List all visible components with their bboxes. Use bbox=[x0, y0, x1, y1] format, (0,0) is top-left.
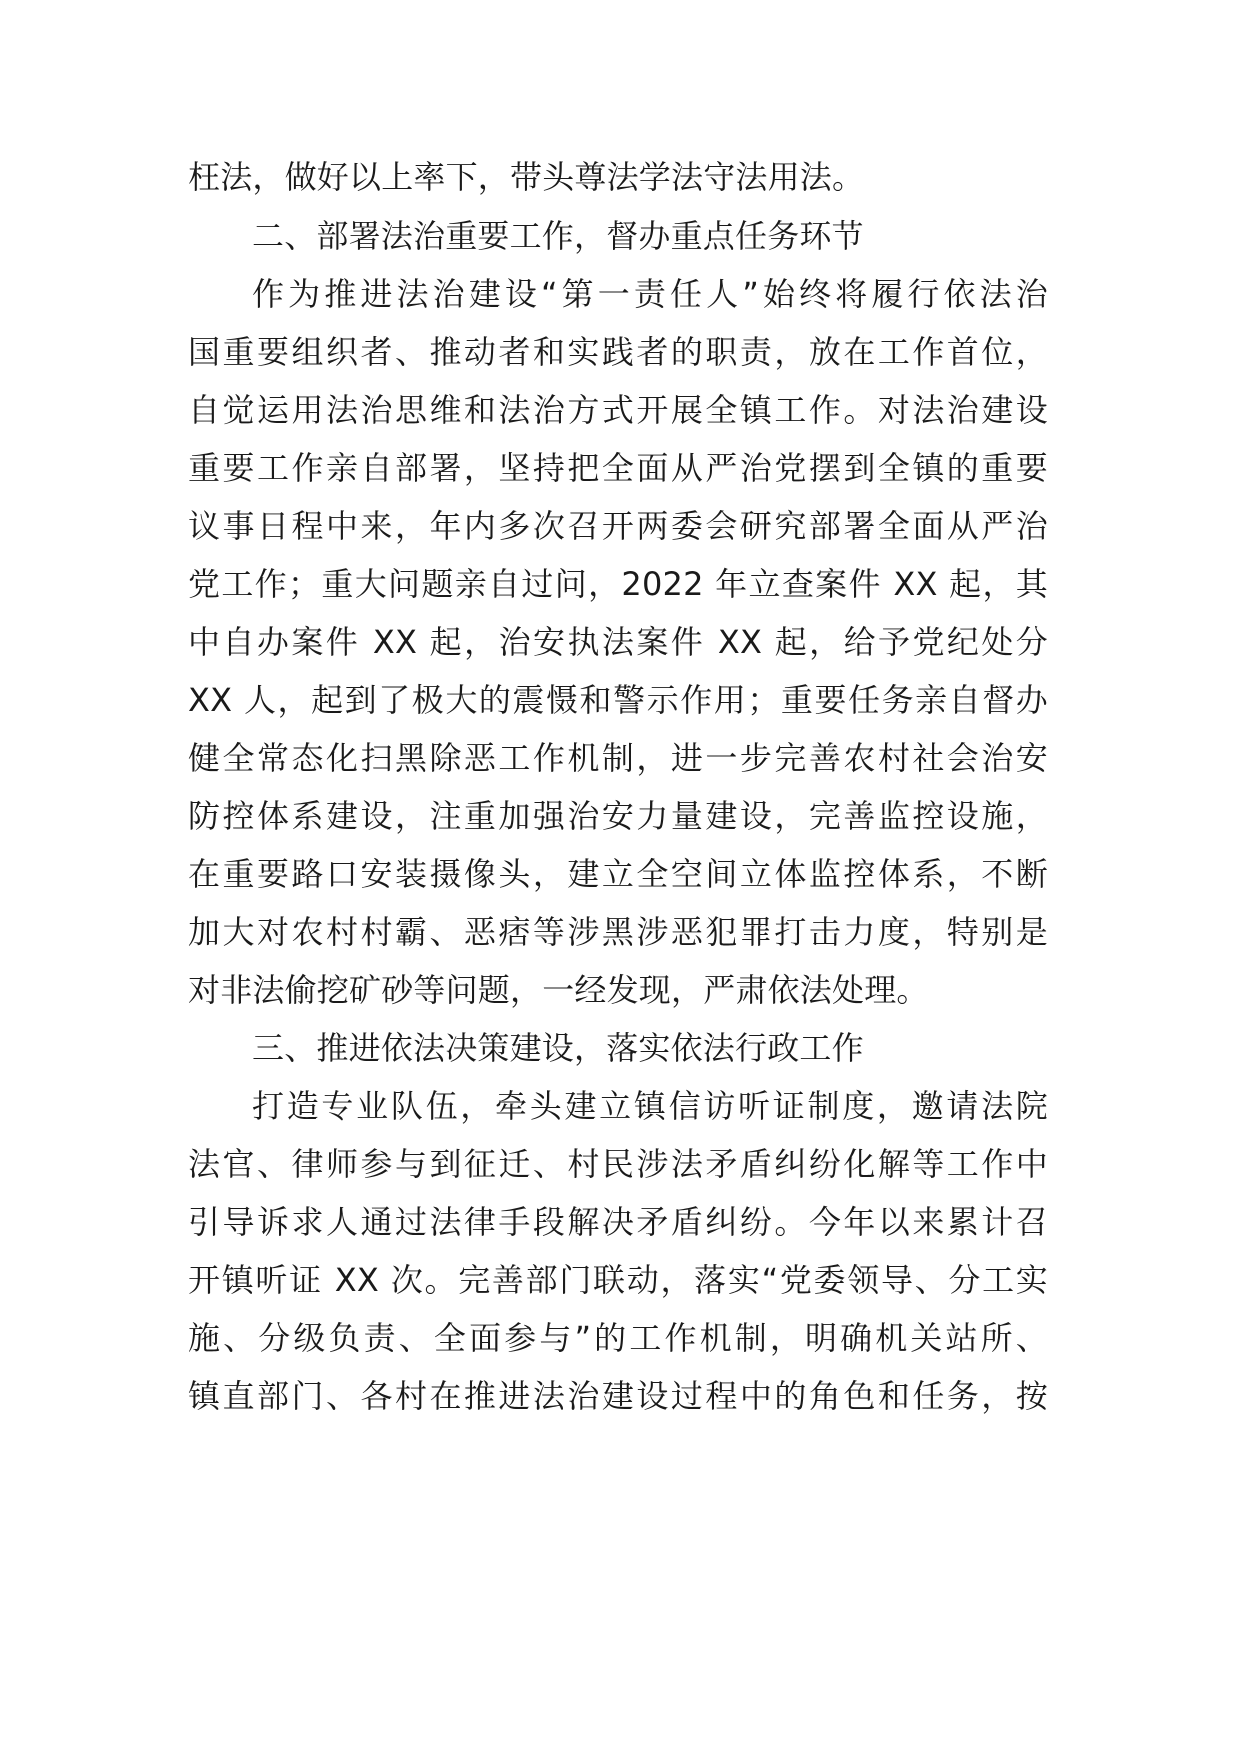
paragraph-first-line: 打造专业队伍，牵头建立镇信访听证制度，邀请法院 bbox=[252, 1087, 1048, 1125]
body-text-line: 施、分级负责、全面参与”的工作机制，明确机关站所、 bbox=[188, 1319, 1048, 1357]
body-text-line: 重要工作亲自部署，坚持把全面从严治党摆到全镇的重要 bbox=[188, 449, 1048, 487]
body-text-line: 对非法偷挖矿砂等问题，一经发现，严肃依法处理。 bbox=[188, 971, 929, 1009]
body-text-line: 镇直部门、各村在推进法治建设过程中的角色和任务，按 bbox=[188, 1377, 1048, 1415]
body-text-line: 国重要组织者、推动者和实践者的职责，放在工作首位， bbox=[188, 333, 1048, 371]
body-text-line: 健全常态化扫黑除恶工作机制，进一步完善农村社会治安 bbox=[188, 739, 1048, 777]
body-text-line: 中自办案件 XX 起，治安执法案件 XX 起，给予党纪处分 bbox=[188, 623, 1048, 661]
body-text-line: 在重要路口安装摄像头，建立全空间立体监控体系，不断 bbox=[188, 855, 1048, 893]
body-text-line: 防控体系建设，注重加强治安力量建设，完善监控设施， bbox=[188, 797, 1048, 835]
section-heading-2: 二、部署法治重要工作，督办重点任务环节 bbox=[252, 217, 864, 255]
body-text-line: 法官、律师参与到征迁、村民涉法矛盾纠纷化解等工作中 bbox=[188, 1145, 1048, 1183]
body-text-line: 党工作；重大问题亲自过问，2022 年立查案件 XX 起，其 bbox=[188, 565, 1048, 603]
paragraph-first-line: 作为推进法治建设“第一责任人”始终将履行依法治 bbox=[252, 275, 1048, 313]
body-text-line: 开镇听证 XX 次。完善部门联动，落实“党委领导、分工实 bbox=[188, 1261, 1048, 1299]
body-text-line: XX 人，起到了极大的震慑和警示作用；重要任务亲自督办 bbox=[188, 681, 1048, 719]
body-text-line: 自觉运用法治思维和法治方式开展全镇工作。对法治建设 bbox=[188, 391, 1048, 429]
body-text-line: 加大对农村村霸、恶痞等涉黑涉恶犯罪打击力度，特别是 bbox=[188, 913, 1048, 951]
section-heading-3: 三、推进依法决策建设，落实依法行政工作 bbox=[252, 1029, 864, 1067]
body-text-line: 引导诉求人通过法律手段解决矛盾纠纷。今年以来累计召 bbox=[188, 1203, 1048, 1241]
body-text-line: 枉法，做好以上率下，带头尊法学法守法用法。 bbox=[188, 158, 865, 196]
body-text-line: 议事日程中来，年内多次召开两委会研究部署全面从严治 bbox=[188, 507, 1048, 545]
